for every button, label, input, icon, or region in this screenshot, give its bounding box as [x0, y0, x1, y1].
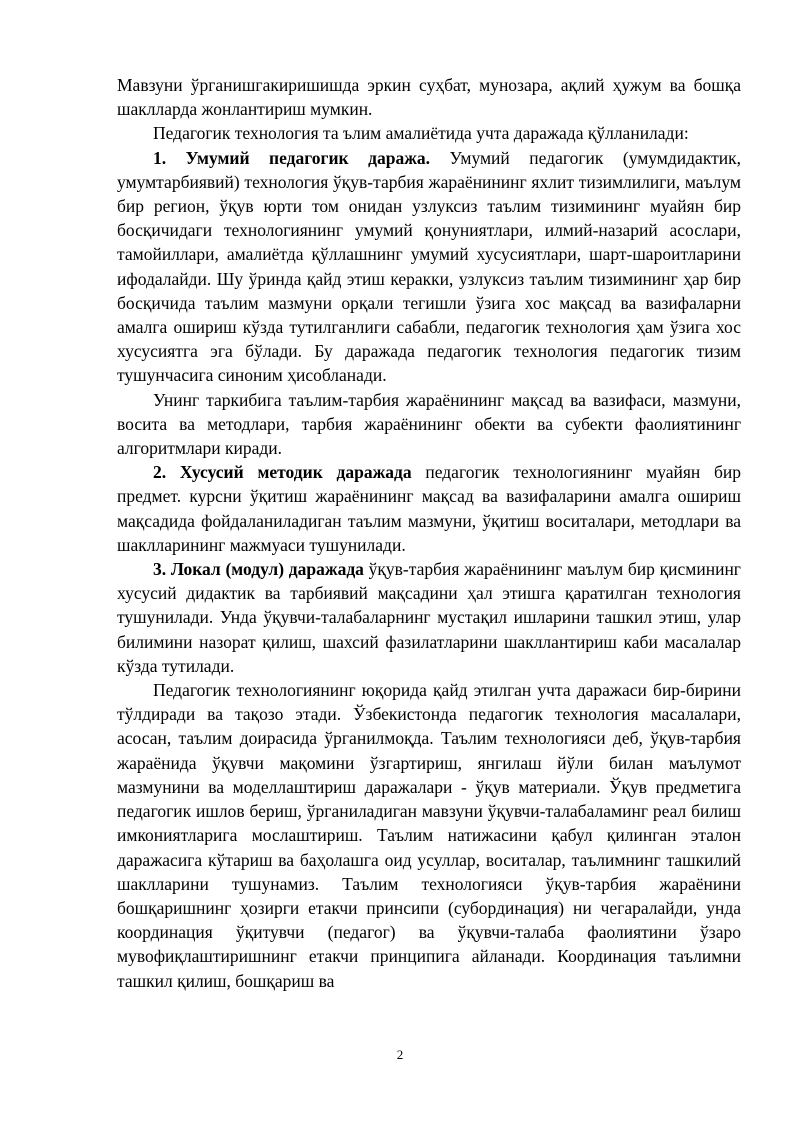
paragraph-text: Педагогик технология та ълим амалиётида учта даражада қўлланилади: [153, 123, 689, 144]
page-body [117, 73, 741, 993]
paragraph-intro [117, 73, 741, 121]
paragraph-general-level [117, 146, 741, 388]
paragraph-local-level [117, 557, 741, 678]
paragraph-text: Педагогик технологиянинг юқорида қайд этилган учта даражаси бир-бирини тўлдиради ва тақозо этади. Ўзбекистонда педагогик технология масалалари, асосан, таълим доирасида ўрганилмоқда. Таълим технологияси деб, ўқув-тарбия жараёнида ўқувчи мақомини ўзгартириш, янгилаш йўли билан маълумот мазмунини ва моделлаштириш даражалари - ўқув материали. Ўқув предметига педагогик ишлов бериш, ўрганиладиган мавзуни ўқувчи-талабаламинг реал билиш имкониятларига мослаштириш. Таълим натижасини қабул қилинган эталон даражасига кўтариш ва баҳолашга оид усуллар, воситалар, таълимнинг ташкилий шаклларини тушунамиз. Таълим технологияси ўқув-тарбия жараёнини бошқаришнинг ҳозирги етакчи принсипи (субординация) ни чегаралайди, унда координация ўқитувчи (педагог) ва ўқувчи-талаба фаолиятини ўзаро мувофиқлаштиришнинг етакчи принципига айланади. Координация таълимни ташкил қилиш, бошқариш ва [117, 680, 741, 991]
paragraph-heading: 3. Локал (модул) даражада [153, 559, 364, 580]
paragraph-heading: 2. Хусусий методик даражада [153, 462, 412, 483]
paragraph-composition [117, 388, 741, 461]
paragraph-text: Мавзуни ўрганишгакиришишда эркин суҳбат, мунозара, ақлий ҳужум ва бошқа шаклларда жонлантириш мумкин. [117, 75, 741, 120]
paragraph-conclusion [117, 678, 741, 993]
paragraph-levels-overview [117, 121, 741, 145]
paragraph-text: Унинг таркибига таълим-тарбия жараёнининг мақсад ва вазифаси, мазмуни, восита ва методлари, тарбия жараёнининг обекти ва субекти фаолиятининг алгоритмлари киради. [117, 389, 741, 459]
page-number: 2 [396, 1047, 404, 1062]
paragraph-text: Умумий педагогик (умумдидактик, умумтарбиявий) технология ўқув-тарбия жараёнининг яхлит тизимлилиги, маълум бир регион, ўқув юрти том онидан узлуксиз таълим тизимининг муайян бир босқичидаги технологиянинг умумий қонуниятлари, илмий-назарий асослари, тамойиллари, амалиётда қўллашнинг умумий хусусиятлари, шарт-шароитларини ифодалайди. Шу ўринда қайд этиш керакки, узлуксиз таълим тизимининг ҳар бир босқичида таълим мазмуни орқали тегишли ўзига хос мақсад ва вазифаларни амалга ошириш кўзда тутилганлиги сабабли, педагогик технология ҳам ўзига хос хусусиятга эга бўлади. Бу даражада педагогик технология педагогик тизим тушунчасига синоним ҳисобланади. [117, 147, 741, 386]
paragraph-text: педагогик технологиянинг муайян бир предмет. курсни ўқитиш жараёнининг мақсад ва вазифаларини амалга ошириш мақсадида фойдаланиладиган таълим мазмуни, ўқитиш воситалари, методлари ва шаклларининг мажмуаси тушунилади. [117, 462, 742, 555]
paragraph-private-level [117, 460, 741, 557]
paragraph-heading: 1. Умумий педагогик даража. [153, 147, 431, 168]
paragraph-text: ўқув-тарбия жараёнининг маълум бир қисмининг хусусий дидактик ва тарбиявий мақсадини ҳал этишга қаратилган технология тушунилади. Унда ўқувчи-талабаларнинг мустақил ишларини ташкил этиш, улар билимини назорат қилиш, шахсий фазилатларини шакллантириш каби масалалар кўзда тутилади. [117, 559, 741, 676]
